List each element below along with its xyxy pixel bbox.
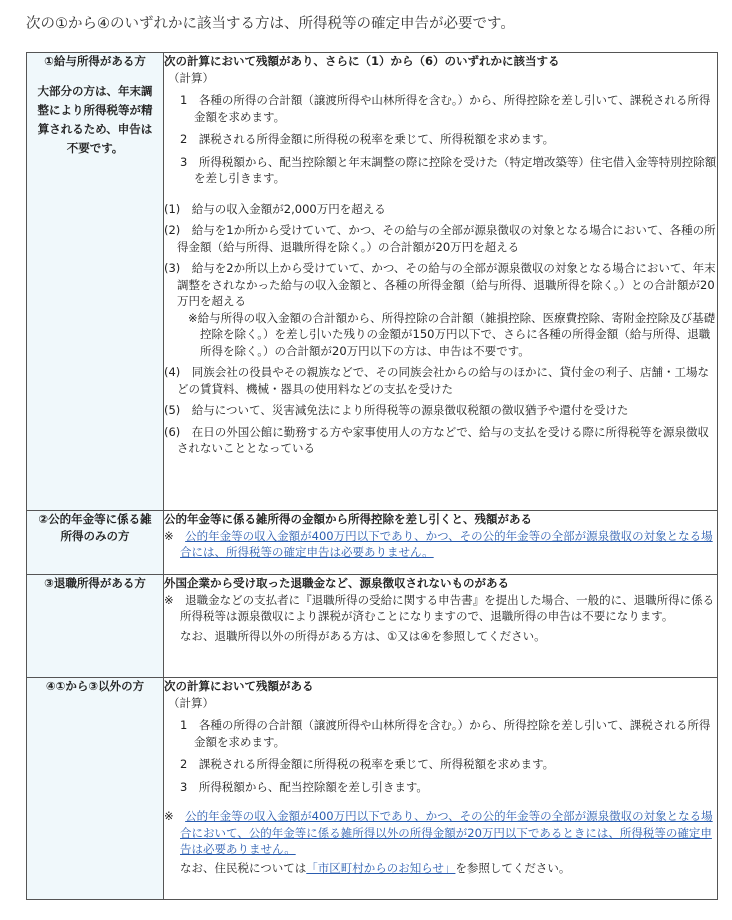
calc-step: 1 各種の所得の合計額（譲渡所得や山林所得を含む。）から、所得控除を差し引いて、課税される所得金額を求めます。 <box>180 718 711 749</box>
calc-step: 2 課税される所得金額に所得税の税率を乗じて、所得税額を求めます。 <box>180 757 555 771</box>
note-text: ※ 退職金などの支払者に『退職所得の受給に関する申告書』を提出した場合、一般的に、退職所得に係る所得税等は源泉徴収により課税が済むことになりますので、退職所得の申告は不要になります。 <box>164 592 715 623</box>
row-other <box>27 678 718 900</box>
final-note-prefix: なお、住民税については <box>180 860 307 875</box>
requirements-table <box>26 52 718 900</box>
row-header-title: ③退職所得がある方 <box>44 576 146 590</box>
row-header-note: 大部分の方は、年末調整により所得税等が精算されるため、申告は不要です。 <box>37 83 153 155</box>
note-mark: ※ <box>164 528 174 543</box>
row-header <box>27 53 164 511</box>
row-body <box>164 575 718 678</box>
row-body <box>164 53 718 511</box>
row-body <box>164 511 718 575</box>
pension-note-link[interactable]: 公的年金等の収入金額が400万円以下であり、かつ、その公的年金等の全部が源泉徴収の対象となる場合には、所得税等の確定申告は必要ありません。 <box>180 528 713 559</box>
condition-item: (4) 同族会社の役員やその親族などで、その同族会社からの給与のほかに、貸付金の利子、店舗・工場などの賃貸料、機械・器具の使用料などの支払を受けた <box>164 365 710 396</box>
final-note-suffix: を参照してください。 <box>455 860 571 875</box>
note-text <box>164 808 717 858</box>
row-header <box>27 678 164 900</box>
note-mark: ※ <box>164 809 174 823</box>
condition-text: 外国企業から受け取った退職金など、源泉徴収されないものがある <box>164 576 509 590</box>
condition-item: (2) 給与を1か所から受けていて、かつ、その給与の全部が源泉徴収の対象となる場合において、各種の所得金額（給与所得、退職所得を除く。）の合計額が20万円を超える <box>164 223 716 254</box>
row-header-title: ①給与所得がある方 <box>44 54 146 68</box>
condition-text: 公的年金等に係る雑所得の金額から所得控除を差し引くと、残額がある <box>164 512 532 526</box>
row-retirement-income <box>27 575 718 678</box>
condition-text: 次の計算において残額がある <box>164 679 314 693</box>
condition-text: 次の計算において残額があり、さらに（1）から（6）のいずれかに該当する <box>164 54 560 68</box>
final-note <box>164 860 717 877</box>
row-body <box>164 678 718 900</box>
condition-item: (1) 給与の収入金額が2,000万円を超える <box>164 201 386 216</box>
calc-step: 3 所得税額から、配当控除額を差し引きます。 <box>180 779 428 794</box>
condition-item: (5) 給与について、災害減免法により所得税等の源泉徴収税額の徴収猶予や還付を受けた <box>164 403 629 417</box>
calc-label: （計算） <box>168 695 214 710</box>
note-text <box>164 528 717 561</box>
row-header-title: ④①から③以外の方 <box>45 679 145 693</box>
row-salary-income <box>27 53 718 511</box>
calc-step: 2 課税される所得金額に所得税の税率を乗じて、所得税額を求めます。 <box>180 132 555 146</box>
condition-item: (3) 給与を2か所以上から受けていて、かつ、その給与の全部が源泉徴収の対象となる場合において、年末調整をされなかった給与の収入金額と、各種の所得金額（給与所得、退職所得を除く。）との合計額が20万円を超える <box>164 261 716 308</box>
row-header <box>27 575 164 678</box>
municipal-notice-link[interactable]: 「市区町村からのお知らせ」 <box>306 860 456 875</box>
condition-item: (6) 在日の外国公館に勤務する方や家事使用人の方などで、給与の支払を受ける際に所得税等を源泉徴収されないこととなっている <box>164 424 710 455</box>
pension-note-link[interactable]: 公的年金等の収入金額が400万円以下であり、かつ、その公的年金等の全部が源泉徴収の対象となる場合において、公的年金等に係る雑所得以外の所得金額が20万円以下であるときには、所得税等の確定申告は必要ありません。 <box>180 809 713 856</box>
row-header-title: ②公的年金等に係る雑所得のみの方 <box>38 512 152 543</box>
note-text-2: なお、退職所得以外の所得がある方は、①又は④を参照してください。 <box>180 628 546 643</box>
calc-step: 1 各種の所得の合計額（譲渡所得や山林所得を含む。）から、所得控除を差し引いて、課税される所得金額を求めます。 <box>180 93 711 124</box>
calc-label: （計算） <box>168 70 214 85</box>
row-header <box>27 511 164 575</box>
row-pension-income <box>27 511 718 575</box>
condition-item-note: ※給与所得の収入金額の合計額から、所得控除の合計額（雑損控除、医療費控除、寄附金控除及び基礎控除を除く。）を差し引いた残りの金額が150万円以下で、さらに各種の所得金額（給与所得、退職所得を除く。）の合計額が20万円以下の方は、申告は不要です。 <box>188 310 716 358</box>
intro-text: 次の①から④のいずれかに該当する方は、所得税等の確定申告が必要です。 <box>26 16 515 32</box>
calc-step: 3 所得税額から、配当控除額と年末調整の際に控除を受けた（特定増改築等）住宅借入金等特別控除額を差し引きます。 <box>180 154 717 185</box>
